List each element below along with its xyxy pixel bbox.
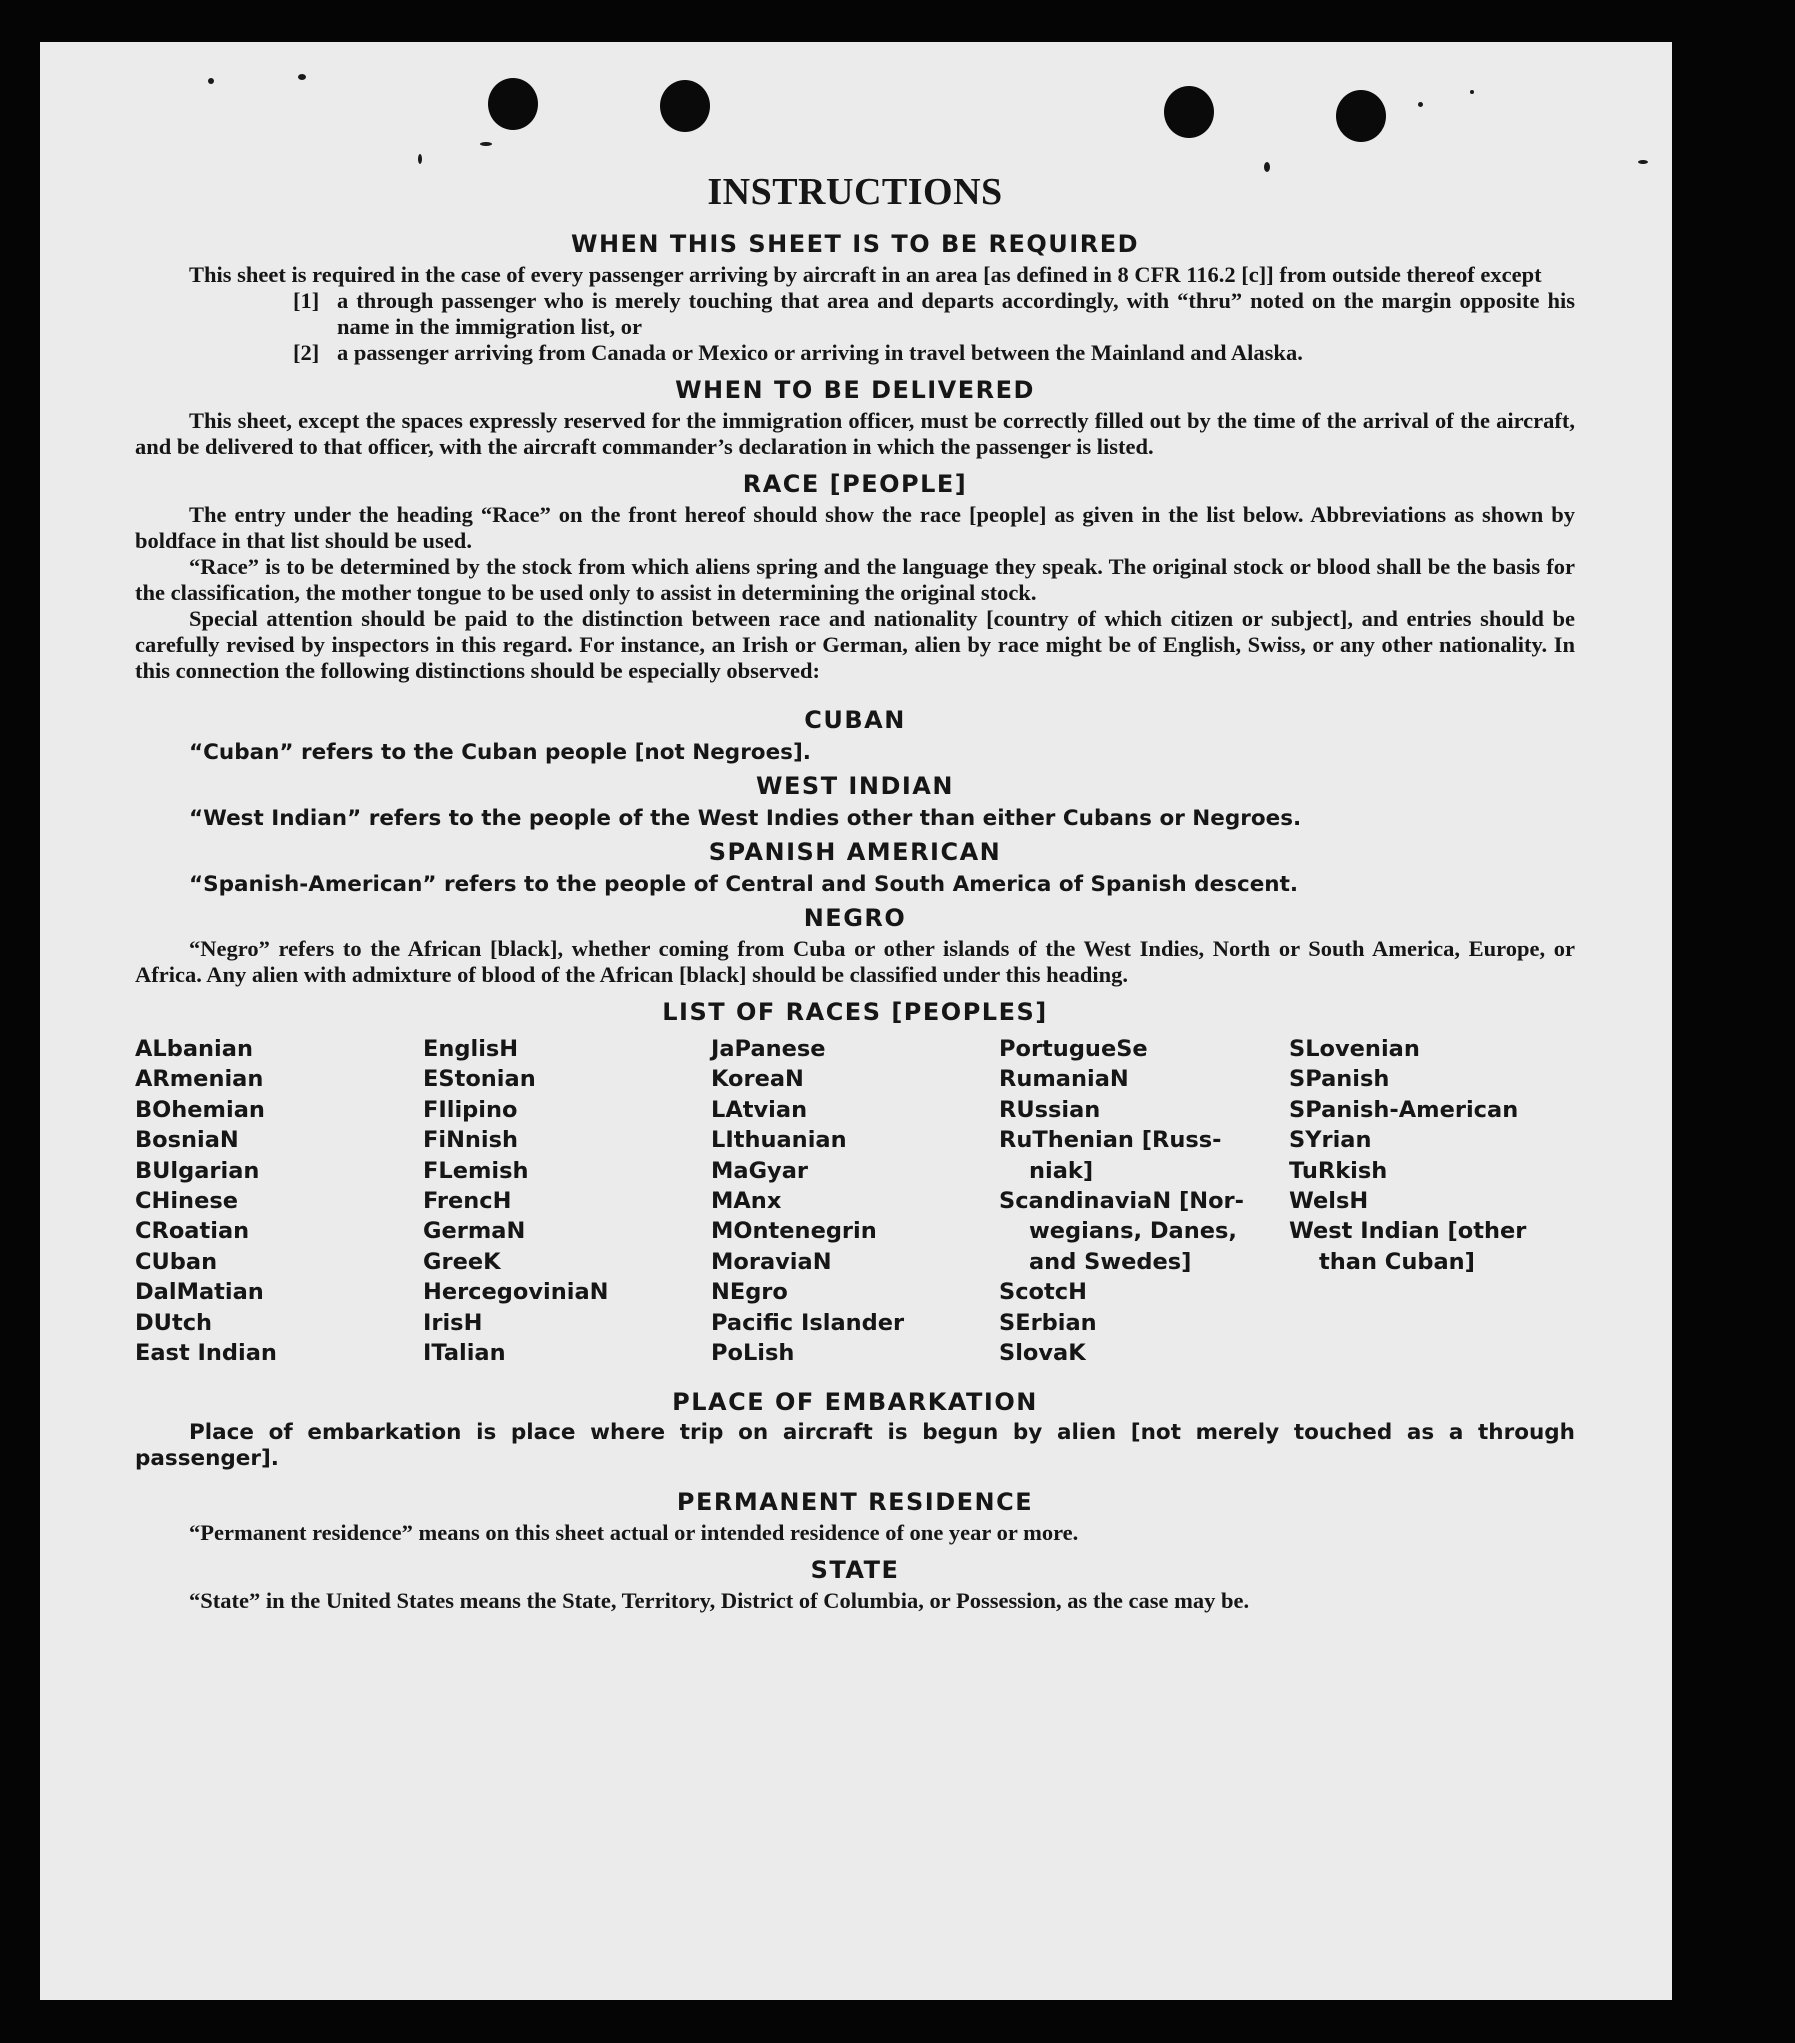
races-column [999,1034,1289,1368]
race-entry: EnglisH [423,1036,519,1062]
heading-residence: PERMANENT RESIDENCE [676,1488,1034,1517]
race-entry: HercegoviniaN [423,1279,609,1306]
heading-when-delivered: WHEN TO BE DELIVERED [675,376,1035,404]
race-entry: RumaniaN [999,1066,1129,1093]
races-column [423,1034,711,1368]
race-entry: SPanish [1289,1066,1390,1093]
state-text: “State” in the United States means the State, Territory, District of Columbia, or Possession, as the case may be. [189,1588,1250,1614]
race-entry: BOhemian [135,1096,265,1123]
race-entry: FLemish [423,1157,529,1184]
heading-cuban: CUBAN [804,706,906,734]
race-entry-continued: than Cuban] [1319,1248,1475,1275]
race-entry-continued: niak] [1029,1157,1094,1184]
exception-text: a passenger arriving from Canada or Mexico or arriving in travel between the Mainland and Alaska. [337,340,1303,365]
document-sheet [40,42,1672,2000]
race-entry: CRoatian [135,1218,250,1245]
race-entry-continued: wegians, Danes, [1029,1218,1237,1245]
heading-spanish-american: SPANISH AMERICAN [708,838,1002,866]
heading-state: STATE [810,1556,900,1585]
race-entry: WelsH [1289,1188,1369,1215]
race-entry: LIthuanian [711,1127,847,1154]
races-column [135,1034,423,1368]
exception-item [135,340,1575,366]
race-paragraph-3: Special attention should be paid to the distinction between race and nationality [country of which citizen or subject], and entries should be carefully revised by inspectors in this regard. For instance, an Irish or German, alien by race might be of English, Swiss, or any other nationality. In this connection the following distinctions should be especially observed: [135,606,1575,683]
speck [1638,160,1648,164]
race-entry: GreeK [423,1248,501,1275]
race-entry: FiNnish [423,1127,519,1154]
speck [418,154,422,164]
page-title: INSTRUCTIONS [707,171,1003,213]
races-list [135,1034,1575,1368]
race-entry: PortugueSe [999,1036,1148,1062]
race-entry: ARmenian [135,1066,264,1093]
race-entry: NEgro [711,1279,788,1306]
race-entry: CUban [135,1248,218,1275]
race-entry: SPanish-American [1289,1096,1519,1123]
race-entry: BosniaN [135,1127,239,1154]
speck [208,78,214,84]
punch-hole [488,78,538,130]
west-indian-text: “West Indian” refers to the people of the West Indies other than either Cubans or Negroes. [189,806,1302,831]
race-entry: JaPanese [711,1036,826,1062]
race-entry: ScotcH [999,1279,1087,1306]
when-required-intro: This sheet is required in the case of every passenger arriving by aircraft in an area [as defined in 8 CFR 116.2 [c]] from outside thereof except [189,262,1542,287]
race-entry: East Indian [135,1340,277,1367]
residence-text: “Permanent residence” means on this sheet actual or intended residence of one year or more. [189,1520,1079,1546]
race-entry: GermaN [423,1218,526,1245]
race-entry: CHinese [135,1188,238,1215]
race-entry: MAnx [711,1188,782,1215]
race-entry: MoraviaN [711,1248,832,1275]
race-entry: West Indian [other [1289,1218,1527,1245]
races-column [711,1034,999,1368]
race-entry: FrencH [423,1188,512,1215]
race-entry: MaGyar [711,1157,808,1184]
race-entry: DalMatian [135,1279,264,1306]
negro-text: “Negro” refers to the African [black], whether coming from Cuba or other islands of the West Indies, North or South America, Europe, or Africa. Any alien with admixture of blood of the African [black] should be classified under this heading. [135,936,1575,987]
race-entry: PoLish [711,1340,795,1367]
heading-west-indian: WEST INDIAN [756,772,954,800]
punch-hole [660,80,710,132]
race-entry: BUlgarian [135,1157,260,1184]
speck [1470,90,1474,94]
race-paragraph-2: “Race” is to be determined by the stock from which aliens spring and the language they speak. The original stock or blood shall be the basis for the classification, the mother tongue to be used only to assist in determining the original stock. [135,554,1575,605]
speck [1418,102,1423,107]
exception-text: a through passenger who is merely touching that area and departs accordingly, with “thru” noted on the margin opposite his name in the immigration list, or [337,288,1575,339]
instructions-content [135,170,1575,1614]
race-entry: ALbanian [135,1036,253,1062]
race-entry: ScandinaviaN [Nor- [999,1188,1244,1215]
race-entry: TuRkish [1289,1157,1388,1184]
race-entry: SLovenian [1289,1036,1420,1062]
race-entry: EStonian [423,1066,536,1093]
race-entry: KoreaN [711,1066,804,1093]
race-entry: RUssian [999,1096,1101,1123]
race-entry: SErbian [999,1309,1097,1336]
races-column [1289,1034,1579,1368]
exception-number: [1] [293,288,320,313]
race-entry: ITalian [423,1340,506,1367]
race-paragraph-1: The entry under the heading “Race” on the front hereof should show the race [people] as given in the list below. Abbreviations as shown by boldface in that list should be used. [135,502,1575,553]
speck [480,142,492,146]
race-entry: MOntenegrin [711,1218,877,1245]
race-entry: DUtch [135,1309,213,1336]
heading-negro: NEGRO [803,904,907,932]
race-entry: Pacific Islander [711,1309,905,1336]
punch-hole [1336,90,1386,142]
heading-race: RACE [PEOPLE] [742,470,968,498]
race-entry: IrisH [423,1309,483,1336]
punch-hole [1164,86,1214,138]
race-entry-continued: and Swedes] [1029,1248,1192,1275]
when-delivered-text: This sheet, except the spaces expressly reserved for the immigration officer, must be correctly filled out by the time of the arrival of the aircraft, and be delivered to that officer, with the aircraft commander’s declaration in which the passenger is listed. [135,408,1575,459]
exception-item [135,288,1575,340]
speck [298,74,306,80]
spanish-american-text: “Spanish-American” refers to the people of Central and South America of Spanish descent. [189,872,1299,897]
race-entry: SYrian [1289,1127,1372,1154]
race-entry: LAtvian [711,1096,808,1123]
race-entry: SlovaK [999,1340,1086,1367]
embarkation-text: Place of embarkation is place where trip on aircraft is begun by alien [not merely touched as a through passenger]. [135,1420,1575,1472]
heading-embarkation: PLACE OF EMBARKATION [672,1388,1038,1417]
exception-number: [2] [293,340,320,365]
race-entry: FIlipino [423,1096,518,1123]
heading-when-required: WHEN THIS SHEET IS TO BE REQUIRED [570,230,1140,258]
race-entry: RuThenian [Russ- [999,1127,1222,1154]
cuban-text: “Cuban” refers to the Cuban people [not Negroes]. [189,740,811,765]
heading-list-of-races: LIST OF RACES [PEOPLES] [662,998,1048,1026]
